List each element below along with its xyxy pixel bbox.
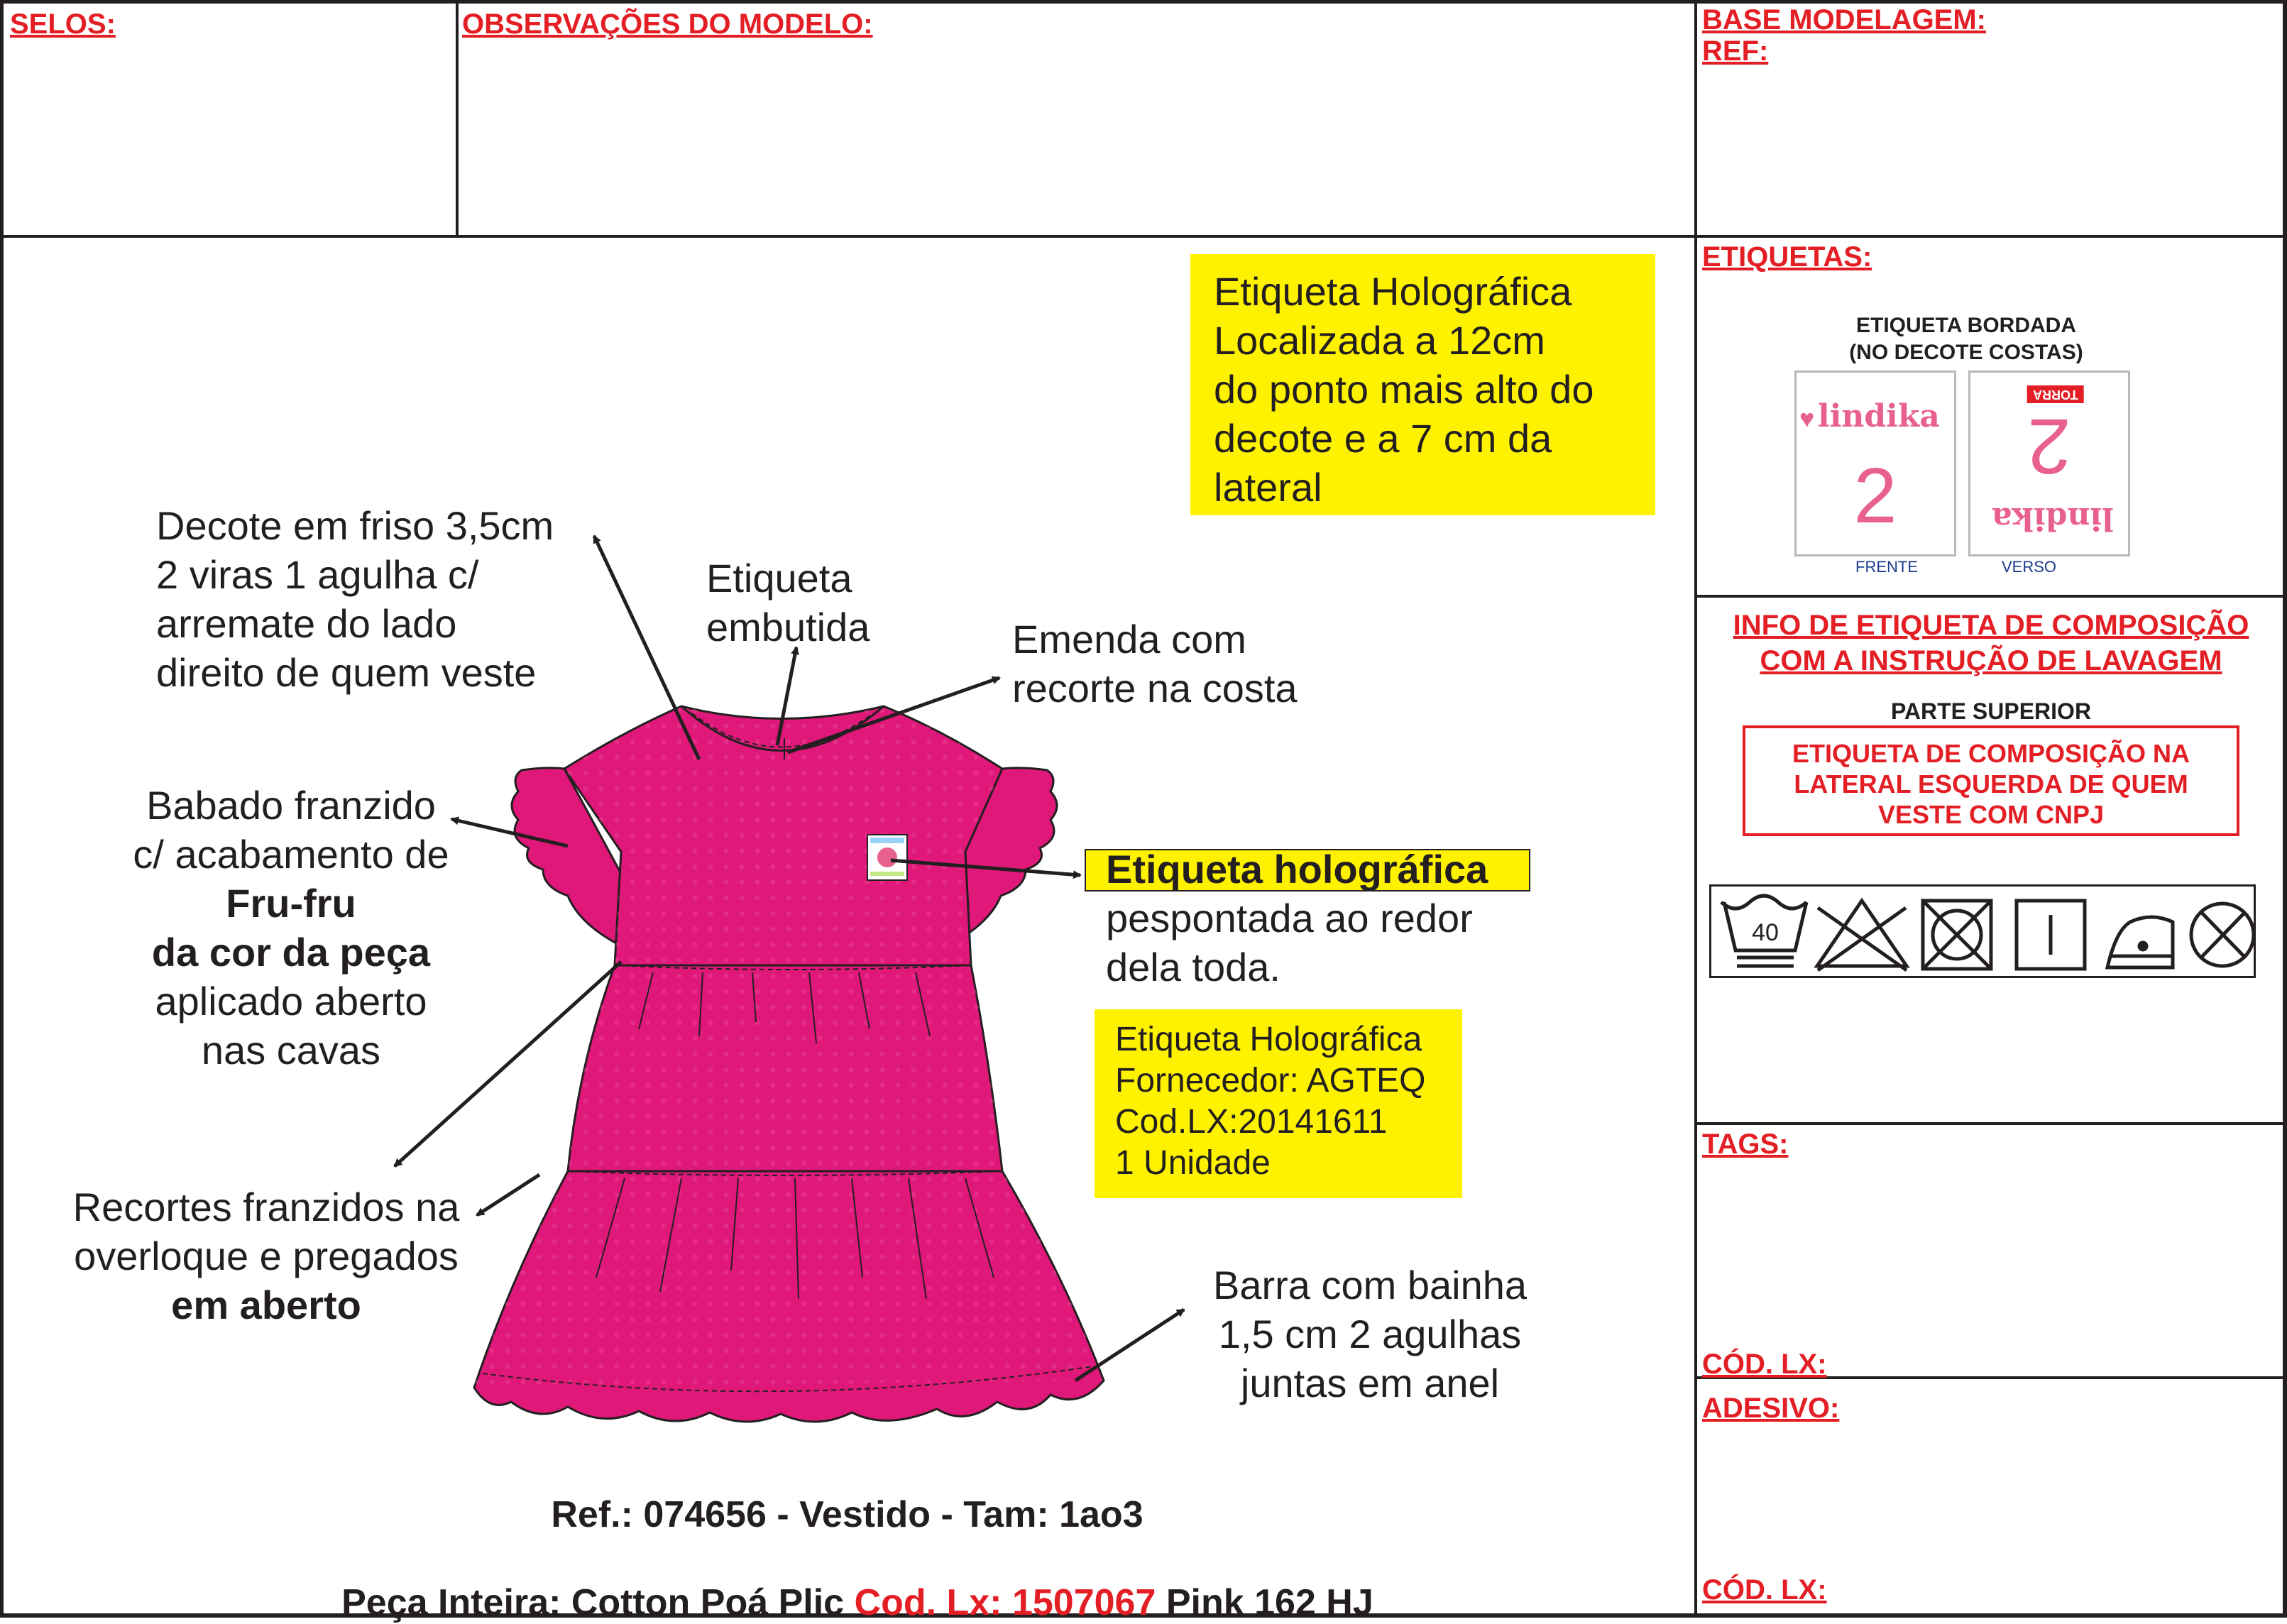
label-verso-brand: lindika (1992, 500, 2114, 537)
label-frente-size: 2 (1853, 452, 1897, 539)
decote-line3: arremate do lado (156, 601, 457, 646)
embutida-line2: embutida (706, 605, 870, 649)
adesivo-heading: ADESIVO: (1702, 1393, 1840, 1424)
decote-line1: Decote em friso 3,5cm (156, 503, 554, 548)
parte-superior-label: PARTE SUPERIOR (1890, 698, 2092, 724)
frente-caption: FRENTE (1855, 558, 1918, 576)
observacoes-heading: OBSERVAÇÕES DO MODELO: (462, 9, 873, 40)
barra-line2: 1,5 cm 2 agulhas (1218, 1312, 1522, 1356)
label-verso-size: 2 (2027, 402, 2071, 490)
etiqueta-embutida-note (706, 554, 870, 652)
tags-heading: TAGS: (1702, 1129, 1789, 1160)
emenda-line1: Emenda com (1012, 617, 1246, 662)
recortes-note (35, 1183, 497, 1329)
loc-line5: lateral (1214, 465, 1322, 510)
peca-suffix: Pink 162 HJ (1156, 1582, 1373, 1623)
verso-caption: VERSO (2002, 558, 2057, 576)
loc-line4: decote e a 7 cm da (1214, 416, 1552, 461)
holographic-patch (867, 835, 907, 880)
info-line1: INFO DE ETIQUETA DE COMPOSIÇÃO (1733, 610, 2249, 641)
decote-note (156, 501, 554, 697)
composicao-line1: ETIQUETA DE COMPOSIÇÃO NA (1792, 739, 2190, 768)
fornecedor-line3: Cod.LX:20141611 (1115, 1103, 1388, 1141)
composicao-line3: VESTE COM CNPJ (1877, 800, 2105, 829)
bordada-line2: (NO DECOTE COSTAS) (1849, 341, 2083, 364)
fornecedor-line1: Etiqueta Holográfica (1115, 1021, 1422, 1058)
babado-line5: aplicado aberto (155, 979, 427, 1024)
recortes-line3: em aberto (171, 1283, 361, 1327)
label-frente-brand: lindika (1818, 398, 1940, 434)
selos-heading: SELOS: (10, 9, 116, 40)
fornecedor-line4: 1 Unidade (1115, 1144, 1271, 1182)
fornecedor-line2: Fornecedor: AGTEQ (1115, 1062, 1426, 1099)
base-modelagem-heading: BASE MODELAGEM: (1702, 4, 1986, 35)
babado-line2: c/ acabamento de (133, 832, 449, 877)
babado-line4: da cor da peça (151, 930, 431, 975)
loc-line2: Localizada a 12cm (1214, 318, 1545, 363)
cod-lx-adesivo: CÓD. LX: (1702, 1574, 1827, 1606)
info-line2: COM A INSTRUÇÃO DE LAVAGEM (1760, 645, 2222, 676)
wash-temp: 40 (1752, 919, 1779, 946)
recortes-line1: Recortes franzidos na (72, 1185, 460, 1229)
decote-line4: direito de quem veste (156, 650, 537, 695)
embutida-line1: Etiqueta (706, 556, 852, 600)
emenda-line2: recorte na costa (1012, 666, 1298, 710)
loc-line1: Etiqueta Holográfica (1214, 269, 1572, 314)
ref-heading: REF: (1702, 35, 1769, 67)
barra-note (1164, 1261, 1576, 1408)
label-verso-tag: TORRA (2027, 385, 2084, 403)
composicao-line2: LATERAL ESQUERDA DE QUEM (1794, 769, 2188, 799)
fornecedor-text (1115, 1019, 1426, 1184)
bordada-line1: ETIQUETA BORDADA (1856, 314, 2076, 337)
footer-peca-line (0, 1539, 1694, 1624)
babado-line3: Fru-fru (226, 881, 356, 926)
holo-line3: dela toda. (1106, 945, 1280, 989)
recortes-line2: overloque e pregados (74, 1234, 459, 1278)
footer-ref-line: Ref.: 074656 - Vestido - Tam: 1ao3 (551, 1494, 1144, 1535)
barra-line1: Barra com bainha (1212, 1263, 1527, 1307)
emenda-note (1012, 615, 1298, 713)
cod-lx-tags: CÓD. LX: (1702, 1349, 1827, 1380)
holo-title: Etiqueta holográfica (1106, 847, 1488, 891)
babado-line6: nas cavas (201, 1028, 381, 1072)
etiquetas-heading: ETIQUETAS: (1702, 241, 1872, 273)
barra-line3: juntas em anel (1240, 1361, 1500, 1405)
babado-note (106, 781, 476, 1075)
loc-line3: do ponto mais alto do (1214, 367, 1594, 412)
peca-prefix: Peça Inteira: Cotton Poá Plic (341, 1582, 855, 1623)
heart-icon: ♥ (1799, 404, 1815, 433)
peca-cod: Cod. Lx: 1507067 (854, 1582, 1156, 1623)
decote-line2: 2 viras 1 agulha c/ (156, 552, 479, 597)
holo-line2: pespontada ao redor (1106, 896, 1473, 940)
babado-line1: Babado franzido (146, 783, 436, 828)
holo-pespontada-note (1106, 845, 1488, 992)
